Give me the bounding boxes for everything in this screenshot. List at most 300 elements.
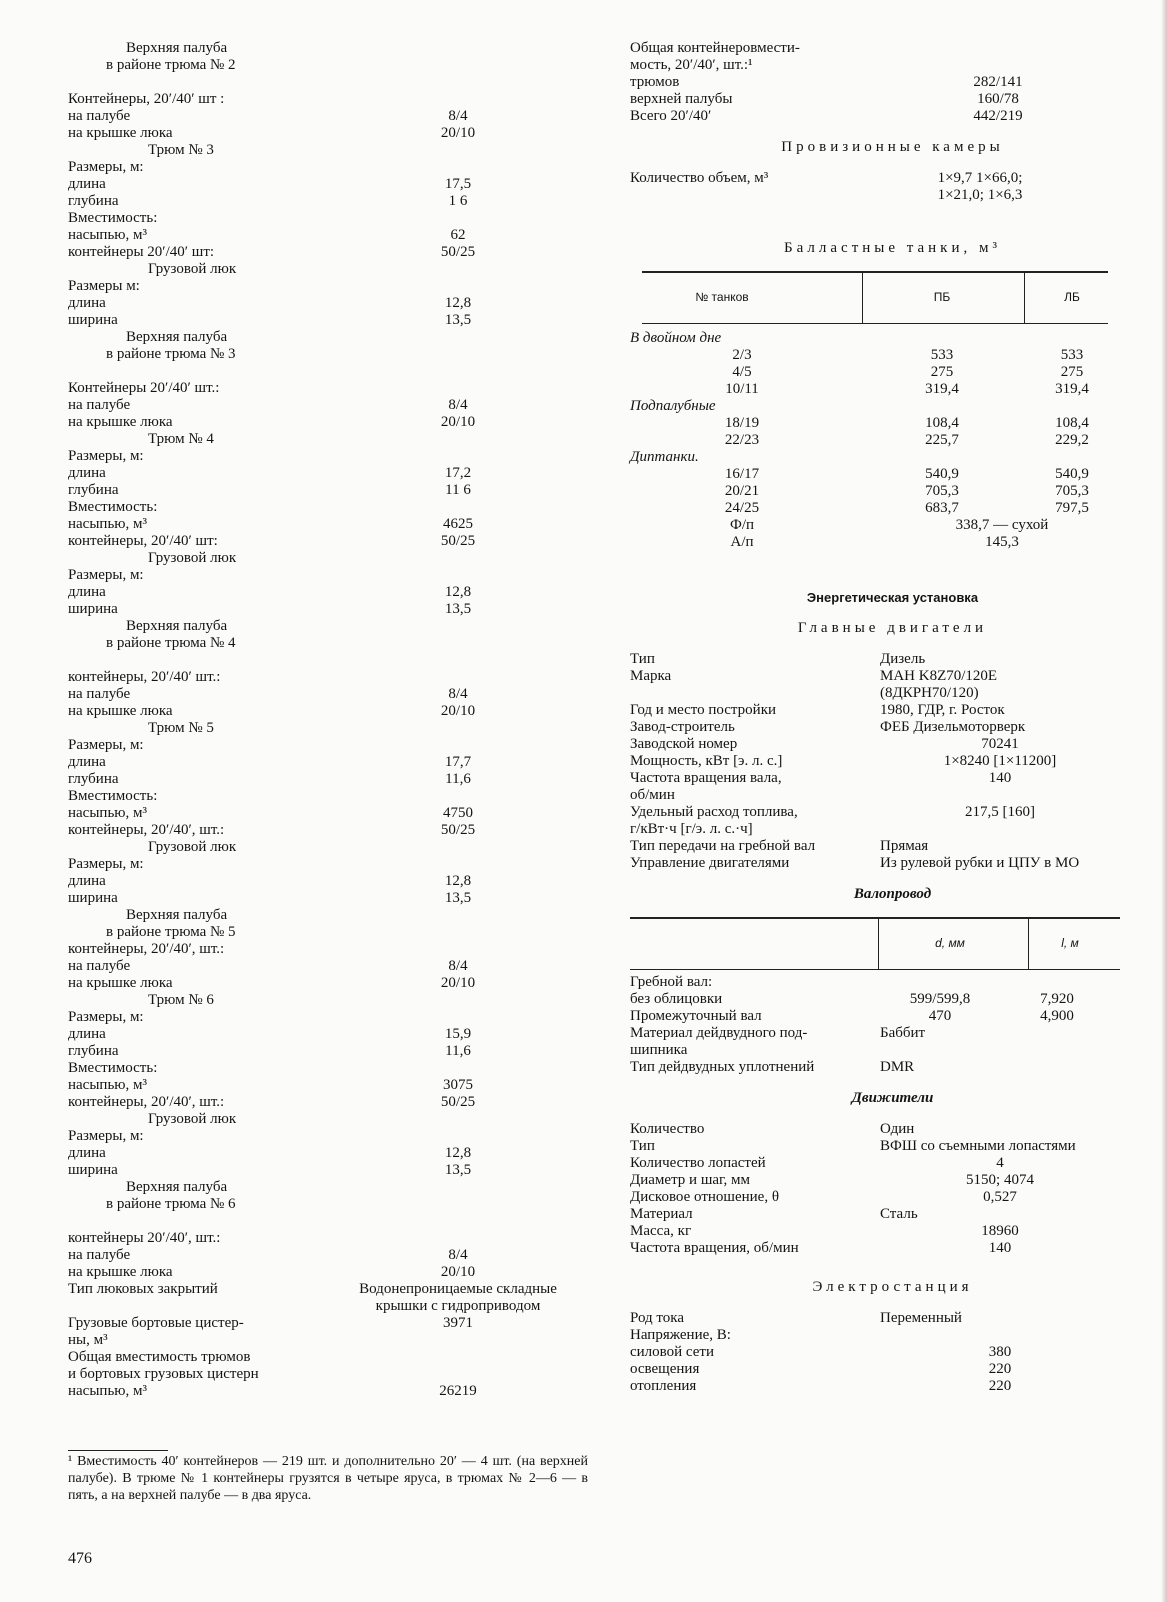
row-label: контейнеры, 20′/40′, шт.: — [68, 941, 225, 957]
row-value: 17,5 — [444, 176, 472, 192]
row-value: 442/219 — [973, 108, 1023, 124]
row-value: 8/4 — [448, 958, 468, 974]
ballast-row — [630, 449, 1155, 466]
data-row — [68, 244, 588, 261]
section-heading: Трюм № 6 — [148, 992, 214, 1008]
row-label: Гребной вал: — [630, 974, 713, 990]
row-label: насыпью, м³ — [68, 1383, 147, 1399]
shaft-row — [630, 1025, 1155, 1042]
row-label: Контейнеры 20′/40′ шт.: — [68, 380, 220, 396]
row-label: ширина — [68, 1162, 118, 1178]
data-row — [68, 397, 588, 414]
row-value: 1×8240 [1×11200] — [943, 753, 1057, 769]
data-row — [68, 1366, 588, 1383]
row-value: 3971 — [443, 1315, 473, 1331]
row-label: Завод-строитель — [630, 719, 735, 735]
data-row — [68, 1332, 588, 1349]
data-row — [630, 1361, 1155, 1378]
row-label: Вместимость: — [68, 1060, 158, 1076]
data-row — [630, 1240, 1155, 1257]
data-row — [630, 1138, 1155, 1155]
row-value: 13,5 — [444, 1162, 472, 1178]
row-label: Управление двигателями — [630, 855, 790, 871]
ballast-lb: 319,4 — [1055, 381, 1089, 397]
row-value: 282/141 — [973, 74, 1023, 90]
row-value: 8/4 — [448, 397, 468, 413]
row-label: Материал — [630, 1206, 693, 1222]
row-value: Дизель — [880, 651, 926, 667]
row-value: ФЕБ Дизельмоторверк — [880, 719, 1026, 735]
row-label: Удельный расход топлива, — [630, 804, 798, 820]
data-row — [68, 771, 588, 788]
row-value: крышки с гидроприводом — [375, 1298, 541, 1314]
row-label: длина — [68, 1026, 106, 1042]
data-row — [68, 788, 588, 805]
data-row — [68, 975, 588, 992]
ballast-row — [630, 381, 1155, 398]
ballast-row — [630, 483, 1155, 500]
data-row — [630, 787, 1155, 804]
data-row — [68, 448, 588, 465]
data-row — [68, 805, 588, 822]
row-label: контейнеры, 20′/40′, шт.: — [68, 1094, 225, 1110]
row-label: Вместимость: — [68, 788, 158, 804]
row-value: 20/10 — [440, 1264, 476, 1280]
data-row — [68, 516, 588, 533]
row-value: 140 — [988, 770, 1012, 786]
row-value: 4 — [996, 1155, 1004, 1171]
row-label: на крышке люка — [68, 703, 173, 719]
data-row — [630, 40, 1155, 57]
row-value: 12,8 — [444, 584, 472, 600]
row-label: ширина — [68, 890, 118, 906]
ballast-tank-no: 10/11 — [725, 381, 759, 397]
data-row — [630, 685, 1155, 702]
data-row — [630, 668, 1155, 685]
ballast-pb: 108,4 — [925, 415, 959, 431]
provision-row-2 — [630, 187, 1155, 204]
data-row — [630, 651, 1155, 668]
ballast-lb: 540,9 — [1055, 466, 1089, 482]
ballast-row — [630, 398, 1155, 415]
data-row — [68, 533, 588, 550]
propulsion-block — [630, 1121, 1155, 1257]
row-value: 11 6 — [445, 482, 471, 498]
row-label: Количество лопастей — [630, 1155, 766, 1171]
footnote: ¹ Вместимость 40′ контейнеров — 219 шт. и дополнительно 20′ — 4 шт. (на верхней палубе). В трюме № 1 контейнеры грузятся в четыре яруса, в трюмах № 2—6 — в пять, а на верхней палубе — в два яруса. — [68, 1454, 588, 1503]
row-label: на крышке люка — [68, 414, 173, 430]
row-value: 13,5 — [444, 601, 472, 617]
row-value: 50/25 — [440, 533, 476, 549]
row-value: 0,527 — [983, 1189, 1017, 1205]
row-label: Тип люковых закрытий — [68, 1281, 218, 1297]
row-value: Водонепроницаемые складные — [359, 1281, 557, 1297]
row-label: Диаметр и шаг, мм — [630, 1172, 750, 1188]
data-row — [68, 1043, 588, 1060]
provision-value-2: 1×21,0; 1×6,3 — [937, 187, 1023, 203]
row-value: 20/10 — [440, 975, 476, 991]
data-row — [630, 838, 1155, 855]
row-label: на крышке люка — [68, 1264, 173, 1280]
data-row — [68, 1128, 588, 1145]
row-label: Контейнеры, 20′/40′ шт : — [68, 91, 225, 107]
row-label: Частота вращения вала, — [630, 770, 782, 786]
row-value: МАН K8Z70/120E — [880, 668, 998, 684]
ballast-col-tanks: № танков — [695, 290, 749, 304]
row-value: 220 — [988, 1378, 1012, 1394]
shaft-table-body — [630, 974, 1155, 1076]
row-label: Размеры, м: — [68, 1128, 144, 1144]
shaft-d: Баббит — [880, 1025, 926, 1041]
row-label: отопления — [630, 1378, 697, 1394]
row-label: контейнеры 20′/40′, шт.: — [68, 1230, 221, 1246]
ballast-lb: 797,5 — [1055, 500, 1089, 516]
shaft-row — [630, 974, 1155, 991]
data-row — [68, 278, 588, 295]
data-row — [68, 193, 588, 210]
row-value: Из рулевой рубки и ЦПУ в МО — [880, 855, 1080, 871]
row-label: Частота вращения, об/мин — [630, 1240, 799, 1256]
data-row — [68, 1026, 588, 1043]
row-label: Грузовые бортовые цистер- — [68, 1315, 244, 1331]
ballast-pb: 533 — [930, 347, 954, 363]
row-label: и бортовых грузовых цистерн — [68, 1366, 259, 1382]
data-row — [68, 1162, 588, 1179]
data-row — [68, 703, 588, 720]
row-label: Вместимость: — [68, 210, 158, 226]
data-row — [630, 804, 1155, 821]
section-heading: Верхняя палуба — [126, 40, 228, 56]
row-label: Вместимость: — [68, 499, 158, 515]
provision-row — [630, 170, 1155, 187]
data-row — [630, 719, 1155, 736]
ballast-row — [630, 330, 1155, 347]
row-label: длина — [68, 754, 106, 770]
data-row — [68, 1060, 588, 1077]
row-value: 160/78 — [977, 91, 1019, 107]
row-label: Тип — [630, 651, 655, 667]
footnote-rule — [68, 1450, 168, 1451]
section-heading: в районе трюма № 2 — [106, 57, 236, 73]
data-row — [68, 601, 588, 618]
ballast-tank-no: 4/5 — [732, 364, 752, 380]
row-value: 11,6 — [445, 1043, 471, 1059]
row-label: Заводской номер — [630, 736, 738, 752]
data-row — [68, 1094, 588, 1111]
row-value: 50/25 — [440, 244, 476, 260]
row-label: длина — [68, 1145, 106, 1161]
data-row — [630, 1172, 1155, 1189]
ballast-row — [630, 466, 1155, 483]
row-label: на палубе — [68, 397, 131, 413]
shaft-row — [630, 991, 1155, 1008]
ballast-table-body — [630, 330, 1155, 551]
row-label: ны, м³ — [68, 1332, 108, 1348]
row-label: Размеры, м: — [68, 448, 144, 464]
ballast-tank-no: А/п — [730, 534, 754, 550]
data-row — [68, 567, 588, 584]
row-value: 217,5 [160] — [965, 804, 1035, 820]
row-value: 380 — [988, 1344, 1012, 1360]
row-value: 18960 — [981, 1223, 1019, 1239]
ballast-row — [630, 432, 1155, 449]
ballast-group-label: Диптанки. — [630, 449, 699, 465]
row-label: длина — [68, 584, 106, 600]
row-label: мость, 20′/40′, шт.:¹ — [630, 57, 753, 73]
data-row — [68, 499, 588, 516]
data-row — [630, 736, 1155, 753]
row-value: (8ДКРН70/120) — [880, 685, 979, 701]
ballast-tank-no: 20/21 — [724, 483, 760, 499]
ballast-pb: 540,9 — [925, 466, 959, 482]
row-label: без облицовки — [630, 991, 723, 1007]
ballast-row — [630, 415, 1155, 432]
data-row — [630, 1206, 1155, 1223]
data-row — [68, 1264, 588, 1281]
data-row — [630, 770, 1155, 787]
row-label: длина — [68, 465, 106, 481]
row-label: трюмов — [630, 74, 680, 90]
row-label: Размеры, м: — [68, 567, 144, 583]
section-heading: Верхняя палуба — [126, 618, 228, 634]
page-number: 476 — [68, 1550, 92, 1567]
data-row — [68, 125, 588, 142]
shaft-l: 4,900 — [1040, 1008, 1074, 1024]
row-label: силовой сети — [630, 1344, 715, 1360]
section-heading: Грузовой люк — [148, 261, 237, 277]
row-value: Переменный — [880, 1310, 962, 1326]
row-value: 140 — [988, 1240, 1012, 1256]
power-title: Электростанция — [812, 1279, 973, 1295]
ballast-col-pb: ПБ — [933, 290, 951, 304]
row-label: Год и место постройки — [630, 702, 777, 718]
ballast-row — [630, 517, 1155, 534]
row-value: 12,8 — [444, 873, 472, 889]
shaft-d: 599/599,8 — [909, 991, 971, 1007]
data-row — [68, 856, 588, 873]
ballast-lb: 229,2 — [1055, 432, 1089, 448]
data-row — [68, 465, 588, 482]
ballast-pb: 225,7 — [925, 432, 959, 448]
row-label: Напряжение, В: — [630, 1327, 731, 1343]
provision-label: Количество объем, м³ — [630, 170, 769, 186]
row-label: Мощность, кВт [э. л. с.] — [630, 753, 783, 769]
row-value: ВФШ со съемными лопастями — [880, 1138, 1076, 1154]
shaft-row — [630, 1059, 1155, 1076]
data-row — [68, 210, 588, 227]
row-label: Всего 20′/40′ — [630, 108, 712, 124]
data-row — [630, 855, 1155, 872]
container-capacity-block — [630, 40, 1155, 125]
data-row — [630, 74, 1155, 91]
row-value: 26219 — [439, 1383, 477, 1399]
data-row — [68, 159, 588, 176]
row-label: Размеры, м: — [68, 159, 144, 175]
row-value: 12,8 — [444, 295, 472, 311]
shaft-l: 7,920 — [1040, 991, 1074, 1007]
data-row — [68, 482, 588, 499]
row-label: г/кВт·ч [г/э. л. с.·ч] — [630, 821, 753, 837]
shaft-table-header — [630, 917, 1120, 970]
ballast-pb: 275 — [930, 364, 954, 380]
row-label: Размеры м: — [68, 278, 140, 294]
data-row — [68, 176, 588, 193]
ballast-tank-no: 22/23 — [724, 432, 760, 448]
row-label: насыпью, м³ — [68, 227, 147, 243]
row-label: глубина — [68, 1043, 119, 1059]
section-heading: Грузовой люк — [148, 550, 237, 566]
data-row — [630, 91, 1155, 108]
ballast-row — [630, 364, 1155, 381]
row-label: длина — [68, 295, 106, 311]
data-row — [68, 227, 588, 244]
row-value: 8/4 — [448, 1247, 468, 1263]
row-label: Материал дейдвудного под- — [630, 1025, 808, 1041]
row-label: насыпью, м³ — [68, 805, 147, 821]
row-label: длина — [68, 176, 106, 192]
data-row — [68, 295, 588, 312]
row-label: Размеры, м: — [68, 856, 144, 872]
row-label: Марка — [630, 668, 672, 684]
data-row — [68, 873, 588, 890]
data-row — [68, 1298, 588, 1315]
ballast-lb: 108,4 — [1055, 415, 1089, 431]
section-heading: Грузовой люк — [148, 1111, 237, 1127]
shaft-title: Валопровод — [853, 886, 932, 902]
row-label: контейнеры 20′/40′ шт: — [68, 244, 215, 260]
data-row — [630, 821, 1155, 838]
ballast-col-lb: ЛБ — [1064, 290, 1080, 304]
row-value: 70241 — [981, 736, 1019, 752]
ballast-group-label: Подпалубные — [630, 398, 716, 414]
row-label: глубина — [68, 771, 119, 787]
ballast-tank-no: 16/17 — [724, 466, 760, 482]
ballast-value-span: 338,7 — сухой — [955, 517, 1049, 533]
provision-title: Провизионные камеры — [781, 139, 1004, 155]
ballast-tank-no: 24/25 — [724, 500, 760, 516]
data-row — [630, 1344, 1155, 1361]
row-label: освещения — [630, 1361, 700, 1377]
row-value: 13,5 — [444, 890, 472, 906]
data-row — [68, 108, 588, 125]
section-heading: Верхняя палуба — [126, 1179, 228, 1195]
row-value: 17,7 — [444, 754, 472, 770]
row-label: Промежуточный вал — [630, 1008, 762, 1024]
row-label: на палубе — [68, 686, 131, 702]
provision-value-1: 1×9,7 1×66,0; — [937, 170, 1023, 186]
section-heading: Трюм № 5 — [148, 720, 214, 736]
ballast-table-header — [642, 271, 1108, 324]
data-row — [68, 890, 588, 907]
data-row — [68, 822, 588, 839]
ballast-tank-no: 2/3 — [732, 347, 752, 363]
ballast-lb: 533 — [1060, 347, 1084, 363]
row-label: Тип передачи на гребной вал — [630, 838, 816, 854]
ballast-pb: 683,7 — [925, 500, 959, 516]
data-row — [630, 1223, 1155, 1240]
data-row — [68, 1077, 588, 1094]
ballast-pb: 319,4 — [925, 381, 959, 397]
section-heading: Верхняя палуба — [126, 329, 228, 345]
row-label: Дисковое отношение, θ — [630, 1189, 780, 1205]
power-block — [630, 1310, 1155, 1395]
data-row — [68, 1247, 588, 1264]
spacer — [68, 363, 588, 380]
section-heading: Грузовой люк — [148, 839, 237, 855]
row-value: 1980, ГДР, г. Росток — [880, 702, 1005, 718]
row-label: об/мин — [630, 787, 675, 803]
row-label: Масса, кг — [630, 1223, 692, 1239]
row-value: Один — [880, 1121, 915, 1137]
shaft-d: 470 — [928, 1008, 952, 1024]
row-label: Род тока — [630, 1310, 684, 1326]
row-value: 20/10 — [440, 125, 476, 141]
shaft-col-d: d, мм — [935, 936, 965, 950]
data-row — [68, 686, 588, 703]
data-row — [68, 737, 588, 754]
data-row — [630, 1155, 1155, 1172]
row-label: контейнеры, 20′/40′, шт.: — [68, 822, 225, 838]
row-label: верхней палубы — [630, 91, 733, 107]
data-row — [68, 91, 588, 108]
ballast-lb: 275 — [1060, 364, 1084, 380]
row-label: Тип дейдвудных уплотнений — [630, 1059, 815, 1075]
row-value: 20/10 — [440, 703, 476, 719]
ballast-pb: 705,3 — [925, 483, 959, 499]
row-label: на палубе — [68, 958, 131, 974]
right-column — [630, 40, 1155, 1395]
data-row — [68, 754, 588, 771]
data-row — [68, 584, 588, 601]
propulsion-title: Движители — [851, 1090, 934, 1106]
data-row — [68, 1281, 588, 1298]
spacer — [68, 652, 588, 669]
section-heading: Трюм № 3 — [148, 142, 214, 158]
ballast-group-label: В двойном дне — [630, 330, 722, 346]
row-value: 3075 — [443, 1077, 473, 1093]
row-label: ширина — [68, 601, 118, 617]
data-row — [630, 1327, 1155, 1344]
data-row — [630, 1310, 1155, 1327]
data-row — [68, 1349, 588, 1366]
data-row — [68, 312, 588, 329]
row-value: 13,5 — [444, 312, 472, 328]
data-row — [630, 108, 1155, 125]
row-value: 4625 — [443, 516, 473, 532]
row-label: ширина — [68, 312, 118, 328]
row-label: Размеры, м: — [68, 737, 144, 753]
row-value: 17,2 — [444, 465, 472, 481]
row-value: 12,8 — [444, 1145, 472, 1161]
row-label: контейнеры, 20′/40′ шт: — [68, 533, 218, 549]
ballast-row — [630, 347, 1155, 364]
engines-block — [630, 651, 1155, 872]
section-heading: в районе трюма № 3 — [106, 346, 236, 362]
data-row — [68, 1230, 588, 1247]
engines-title: Главные двигатели — [797, 620, 988, 636]
row-value: Сталь — [880, 1206, 918, 1222]
ballast-tank-no: 18/19 — [724, 415, 760, 431]
data-row — [68, 669, 588, 686]
section-heading: Верхняя палуба — [126, 907, 228, 923]
row-label: на крышке люка — [68, 125, 173, 141]
row-label: контейнеры, 20′/40′ шт.: — [68, 669, 221, 685]
row-label: на палубе — [68, 1247, 131, 1263]
row-value: 50/25 — [440, 1094, 476, 1110]
row-label: Тип — [630, 1138, 655, 1154]
shaft-row — [630, 1008, 1155, 1025]
section-heading: Трюм № 4 — [148, 431, 214, 447]
